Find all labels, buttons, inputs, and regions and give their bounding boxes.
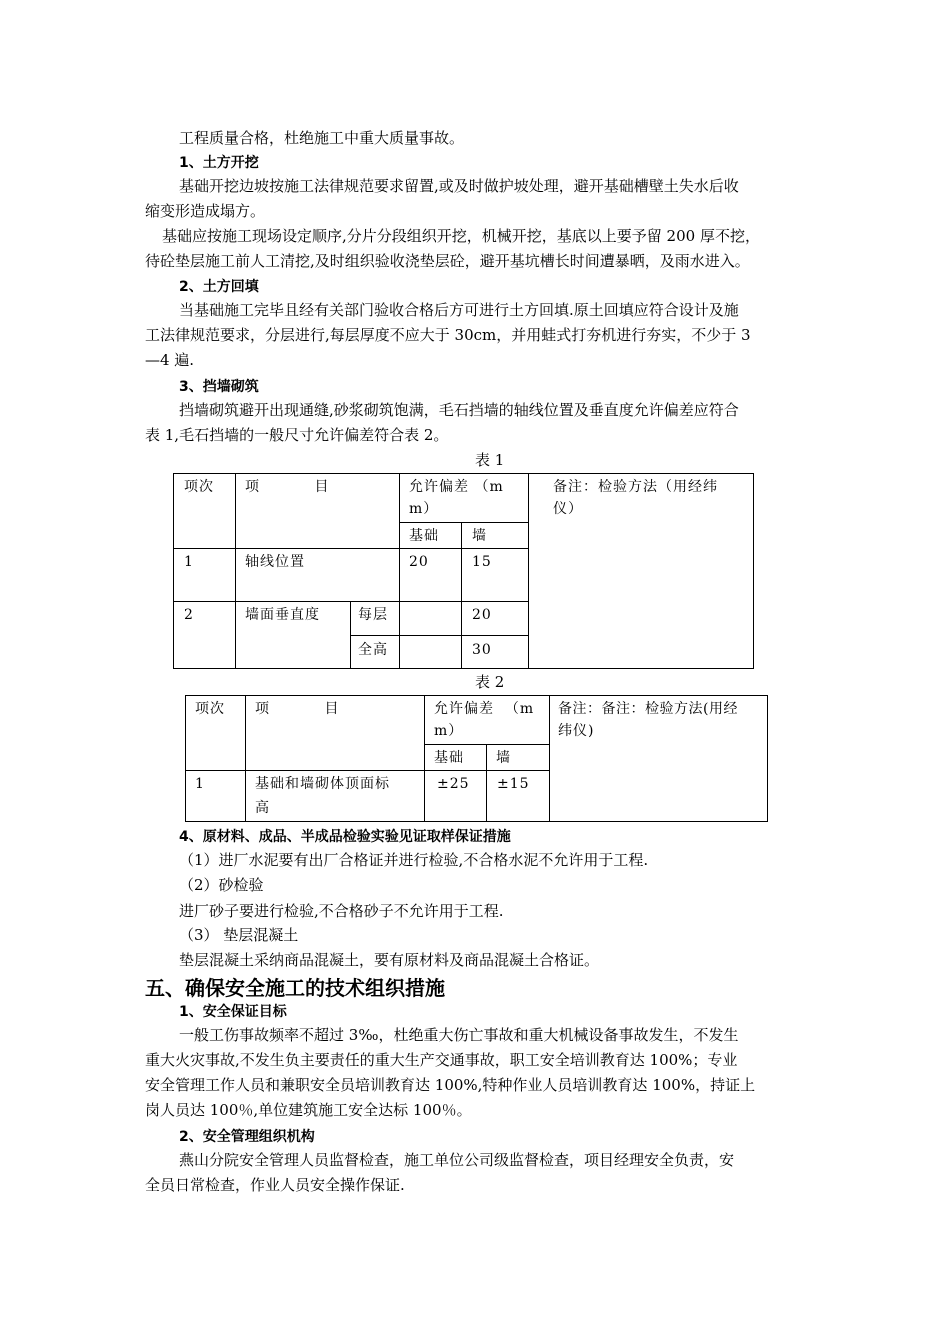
table2-header-note: 备注：备注：检验方法(用经 [558,701,738,717]
table1-cell: 轴线位置 [245,554,305,570]
paragraph-line: 工法律规范要求，分层进行,每层厚度不应大于 30cm，并用蛙式打夯机进行夯实，不少于 3 [145,326,751,344]
table2-cell: ±15 [497,776,530,792]
heading-materials-testing: 4、原材料、成品、半成品检验实验见证取样保证措施 [179,829,511,845]
paragraph-line: （1）进厂水泥要有出厂合格证并进行检验,不合格水泥不允许用于工程. [179,851,649,869]
paragraph-line: 进厂砂子要进行检验,不合格砂子不允许用于工程. [179,902,504,920]
table1-header-deviation-unit: m） [409,501,439,517]
table2-caption: 表 2 [475,673,505,691]
table1-header-no: 项次 [184,479,214,495]
paragraph-line: 一般工伤事故频率不超过 3‰，杜绝重大伤亡事故和重大机械设备事故发生，不发生 [179,1026,739,1044]
paragraph-line: 全员日常检查，作业人员安全操作保证. [145,1176,405,1194]
paragraph-line: 基础开挖边坡按施工法律规范要求留置,或及时做护坡处理，避开基础槽壁土失水后收 [179,177,739,195]
heading-backfill: 2、土方回填 [179,279,259,295]
table2-cell: 高 [255,800,270,816]
paragraph-line: 缩变形造成塌方。 [145,202,266,220]
paragraph-line: 待砼垫层施工前人工清挖,及时组织验收浇垫层砼，避开基坑槽长时间遭暴晒，及雨水进入。 [145,252,750,270]
table1-cell: 全高 [358,642,388,658]
paragraph-line: 垫层混凝土采纳商品混凝土，要有原材料及商品混凝土合格证。 [179,951,600,969]
paragraph-line: （2）砂检验 [179,876,264,894]
table1-cell: 每层 [358,607,388,623]
paragraph-line: 工程质量合格，杜绝施工中重大质量事故。 [179,129,465,147]
table1-cell: 30 [472,642,492,658]
paragraph-line: （3） 垫层混凝土 [179,926,299,944]
heading-safety-organization: 2、安全管理组织机构 [179,1129,315,1145]
table1-header-item: 项 目 [245,479,330,495]
paragraph-line: 燕山分院安全管理人员监督检查，施工单位公司级监督检查，项目经理安全负责，安 [179,1151,735,1169]
paragraph-line: 挡墙砌筑避开出现通缝,砂浆砌筑饱满，毛石挡墙的轴线位置及垂直度允许偏差应符合 [179,401,739,419]
table2-header-base: 基础 [434,750,464,766]
table2-header-item: 项 目 [255,701,340,717]
table2-header-note-cont: 纬仪) [558,723,595,739]
table1-header-wall: 墙 [472,528,487,544]
paragraph-line: —4 遍. [145,351,195,369]
table2-header-deviation: 允许偏差 （m [434,701,535,717]
paragraph-line: 基础应按施工现场设定顺序,分片分段组织开挖，机械开挖，基底以上要予留 200 厚不挖， [162,227,760,245]
table2-header-no: 项次 [195,701,225,717]
table2-header-wall: 墙 [496,750,511,766]
table2-cell: ±25 [437,776,470,792]
heading-safety-goals: 1、安全保证目标 [179,1004,287,1020]
table1-cell: 2 [184,607,194,623]
table1-header-note: 备注：检验方法（用经纬 [553,479,718,495]
table1-header-note-cont: 仪） [553,501,583,517]
table1-header-deviation: 允许偏差 （m [409,479,504,495]
table1-header-base: 基础 [409,528,439,544]
table2-cell: 基础和墙砌体顶面标 [255,776,390,792]
table2-header-deviation-unit: m） [434,723,464,739]
table1-cell: 15 [472,554,492,570]
table1-cell: 20 [409,554,429,570]
table1-caption: 表 1 [475,451,505,469]
heading-retaining-wall: 3、挡墙砌筑 [179,379,259,395]
table2-cell: 1 [195,776,205,792]
table1-cell: 墙面垂直度 [245,607,320,623]
paragraph-line: 岗人员达 100％,单位建筑施工安全达标 100％。 [145,1101,472,1119]
heading-earthwork-excavation: 1、土方开挖 [179,155,259,171]
section-title-safety: 五、确保安全施工的技术组织措施 [145,976,445,1000]
table1-cell: 1 [184,554,194,570]
paragraph-line: 当基础施工完毕且经有关部门验收合格后方可进行土方回填.原土回填应符合设计及施 [179,301,739,319]
table1-cell: 20 [472,607,492,623]
paragraph-line: 重大火灾事故,不发生负主要责任的重大生产交通事故，职工安全培训教育达 100%；专业 [145,1051,738,1069]
paragraph-line: 表 1,毛石挡墙的一般尺寸允许偏差符合表 2。 [145,426,449,444]
paragraph-line: 安全管理工作人员和兼职安全员培训教育达 100%,特种作业人员培训教育达 100%，持证上 [145,1076,756,1094]
